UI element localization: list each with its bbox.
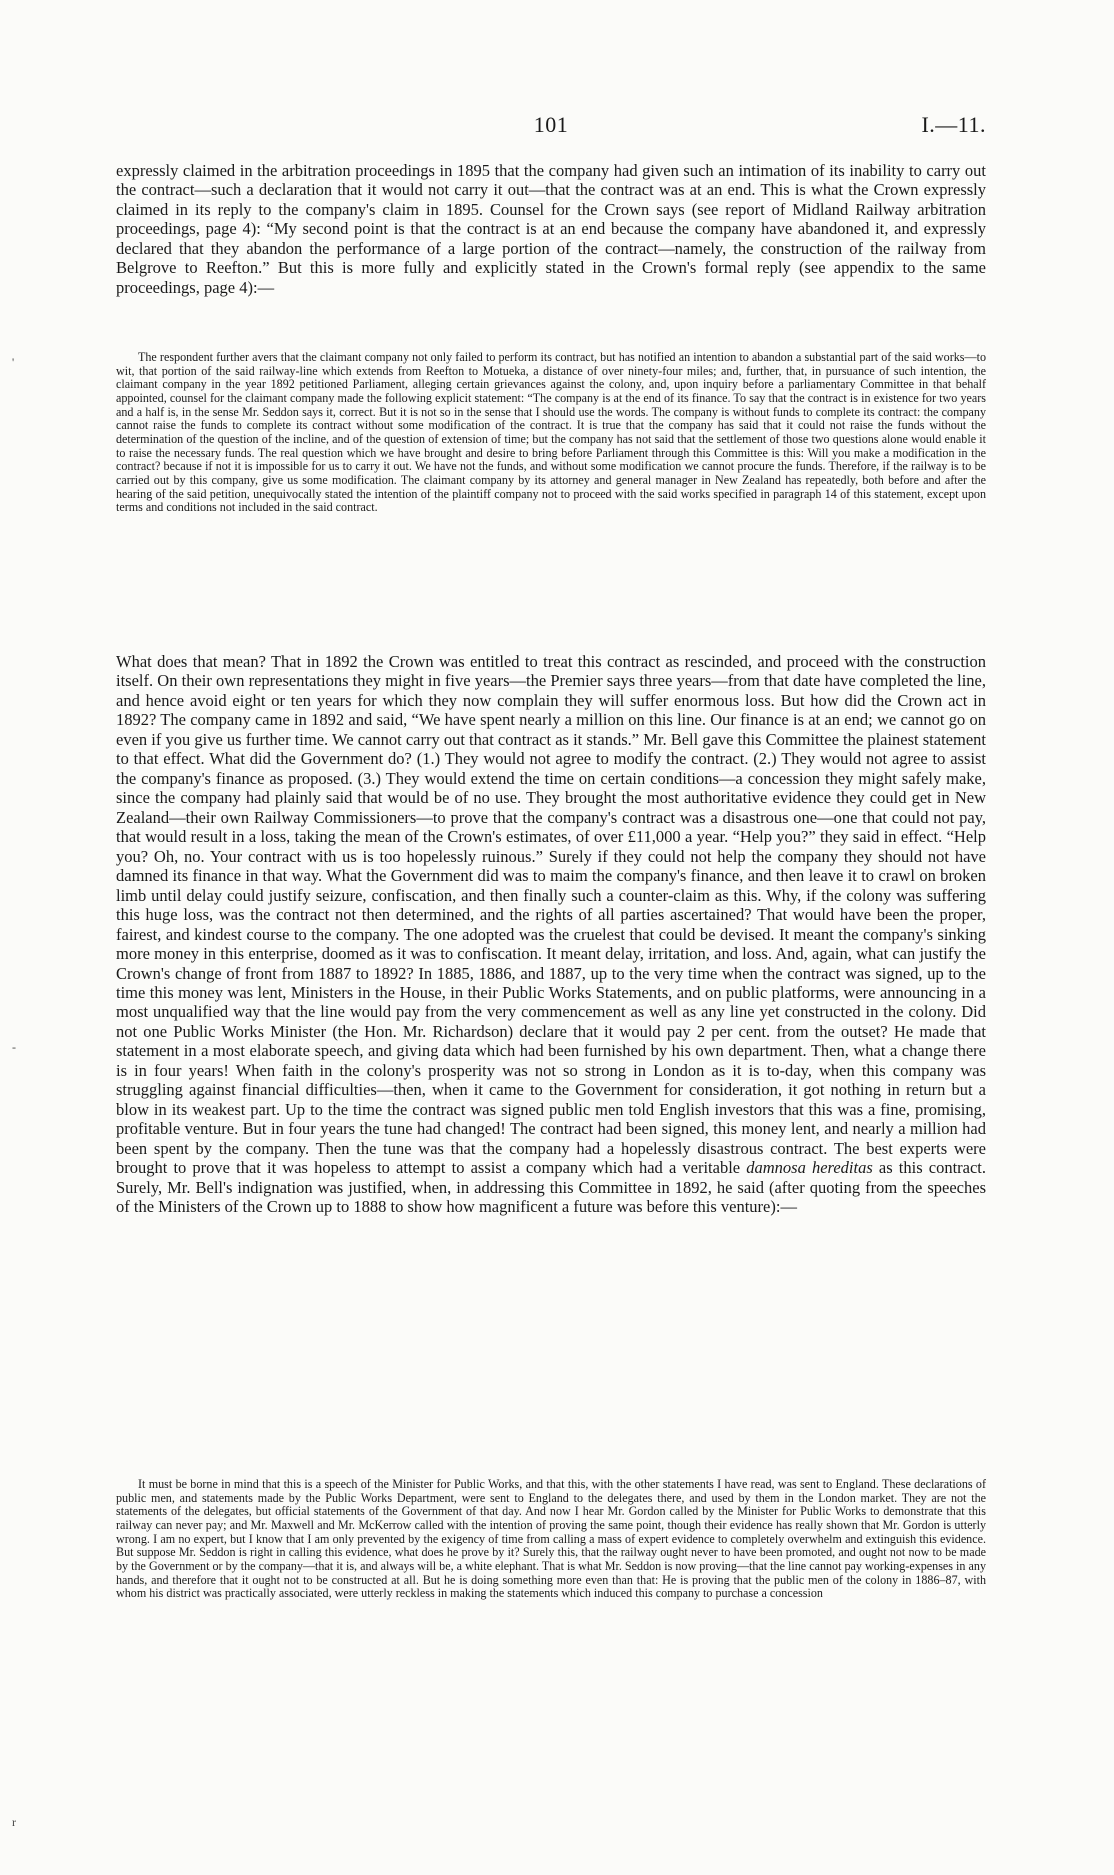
margin-tick-mark: r <box>12 1815 16 1829</box>
margin-tick-mark: ' <box>12 355 15 369</box>
main-argument-text-part1: What does that mean? That in 1892 the Crown was entitled to treat this contract as rescinded, and proceed with the construction itself. On their own representations they might in five years—the Premier says three years—from that date have completed the line, and hence avoid eight or ten years for which they now complain they will suffer enormous loss. But how did the Crown act in 1892? The company came in 1892 and said, “We have spent nearly a million on this line. Our finance is at an end; we cannot go on even if you give us further time. We cannot carry out that contract as it stands.” Mr. Bell gave this Committee the plainest statement to that effect. What did the Government do? (1.) They would not agree to modify the contract. (2.) They would not agree to assist the company's finance as proposed. (3.) They would extend the time on certain conditions—a concession they might safely make, since the company had plainly said that would be of no use. They brought the most authoritative evidence they could get in New Zealand—their own Railway Commissioners—to prove that the company's contract was a disastrous one—one that could not pay, that would result in a loss, taking the mean of the Crown's estimates, of over £11,000 a year. “Help you?” they said in effect. “Help you? Oh, no. Your contract with us is too hopelessly ruinous.” Surely if they could not help the company they should not have damned its finance in that way. What the Government did was to maim the company's finance, and then leave it to crawl on broken limb until delay could justify seizure, confiscation, and then finally such a counter-claim as this. Why, if the colony was suffering this huge loss, was the contract not then determined, and the rights of all parties ascertained? That would have been the proper, fairest, and kindest course to the company. The one adopted was the cruelest that could be devised. It meant the company's sinking more money in this enterprise, doomed as it was to confiscation. It meant delay, irritation, and loss. And, again, what can justify the Crown's change of front from 1887 to 1892? In 1885, 1886, and 1887, up to the very time when the contract was signed, up to the time this money was lent, Ministers in the House, in their Public Works Statements, and on public platforms, were announcing in a most unqualified way that the line would pay from the very commencement as well as any line yet constructed in the colony. Did not one Public Works Minister (the Hon. Mr. Richardson) declare that it would pay 2 per cent. from the outset? He made that statement in a most elaborate speech, and giving data which had been furnished by his own department. Then, what a change there is in four years! When faith in the colony's prosperity was not so strong in London as it is to-day, when this company was struggling against financial difficulties—then, when it came to the Government for consideration, it got nothing in return but a blow in its weakest part. Up to the time the contract was signed public men told English investors that this was a fine, promising, profitable venture. But in four years the tune had changed! The contract had been signed, this money lent, and nearly a million had been spent by the company. Then the tune was that the company had a hopelessly disastrous contract. The best experts were brought to prove that it was hopeless to attempt to assist a company which had a veritable <box>116 652 986 1178</box>
margin-tick-mark: - <box>12 1040 16 1054</box>
latin-phrase: damnosa hereditas <box>746 1158 873 1178</box>
bell-speech-quote-text: It must be borne in mind that this is a speech of the Minister for Public Works, and that this, with the other statements I have read, was sent to England. These declarations of public men, and statements made by the Public Works Department, were sent to England to the delegates there, and used by them in the London market. They are not the statements of the delegates, but official statements of the Government of that day. And now I hear Mr. Gordon called by the Minister for Public Works to demonstrate that this railway can never pay; and Mr. Maxwell and Mr. McKerrow called with the intention of proving the same point, though their evidence has really shown that Mr. Gordon is utterly wrong. I am no expert, but I know that I am only prevented by the exigency of time from calling a mass of expert evidence to completely overwhelm and extinguish this evidence. But suppose Mr. Seddon is right in calling this evidence, what does he prove by it? Surely this, that the railway ought never to have been promoted, and ought not now to be made by the Government or by the company—that it is, and always will be, a white elephant. That is what Mr. Seddon is now proving—that the line cannot pay working-expenses in any hands, and therefore that it ought not to be constructed at all. But he is doing something more even than that: He is proving that the public men of the colony in 1886–87, with whom his district was practically associated, were utterly reckless in making the statements which induced this company to purchase a concession <box>116 1477 986 1601</box>
main-argument-text-part2: as this contract. Surely, Mr. Bell's indignation was justified, when, in addressing this Committee in 1892, he said (after quoting from the speeches of the Ministers of the Crown up to 1888 to show how magnificent a future was before this venture):— <box>116 1158 987 1217</box>
page-header <box>116 112 986 146</box>
main-argument-paragraph <box>116 652 986 1217</box>
intro-paragraph-text: expressly claimed in the arbitration proceedings in 1895 that the company had given such an intimation of its inability to carry out the contract—such a declaration that it would not carry it out—that the contract was at an end. This is what the Crown expressly claimed in its reply to the company's claim in 1895. Counsel for the Crown says (see report of Midland Railway arbitration proceedings, page 4): “My second point is that the contract is at an end because the company have abandoned it, and expressly declared that they abandon the performance of a large portion of the contract—namely, the construction of the railway from Belgrove to Reefton.” But this is more fully and explicitly stated in the Crown's formal reply (see appendix to the same proceedings, page 4):— <box>116 161 986 297</box>
intro-paragraph <box>116 161 986 297</box>
crown-reply-quote <box>116 351 986 515</box>
page-number: 101 <box>533 112 569 137</box>
document-reference: I.—11. <box>921 112 986 137</box>
bell-speech-quote <box>116 1478 986 1601</box>
main-argument-paragraph-text <box>116 652 986 1217</box>
crown-reply-quote-text: The respondent further avers that the claimant company not only failed to perform its contract, but has notified an intention to abandon a substantial part of the said works—to wit, that portion of the said railway-line which extends from Reefton to Motueka, a distance of over ninety-four miles; and, further, that, in pursuance of such intention, the claimant company in the year 1892 petitioned Parliament, alleging certain grievances against the colony, and, upon inquiry before a parliamentary Committee in that behalf appointed, counsel for the claimant company made the following explicit statement: “The company is at the end of its finance. To say that the contract is in existence for two years and a half is, in the sense Mr. Seddon says it, correct. But it is not so in the sense that I should use the words. The company is without funds to complete its contract: the company cannot raise the funds to complete its contract without some modification of the contract. It is true that the company has said that it could not raise the funds without the determination of the question of the incline, and of the question of extension of time; but the company has not said that the settlement of those two questions alone would enable it to raise the necessary funds. The real question which we have brought and desire to bring before Parliament through this Committee is this: Will you make a modification in the contract? because if not it is impossible for us to carry it out. We have not the funds, and without some modification we cannot procure the funds. Therefore, if the railway is to be carried out by this company, give us some modification. The claimant company by its attorney and general manager in New Zealand has repeatedly, both before and after the hearing of the said petition, unequivocally stated the intention of the plaintiff company not to proceed with the said works specified in paragraph 14 of this statement, except upon terms and conditions not included in the said contract. <box>116 350 986 515</box>
